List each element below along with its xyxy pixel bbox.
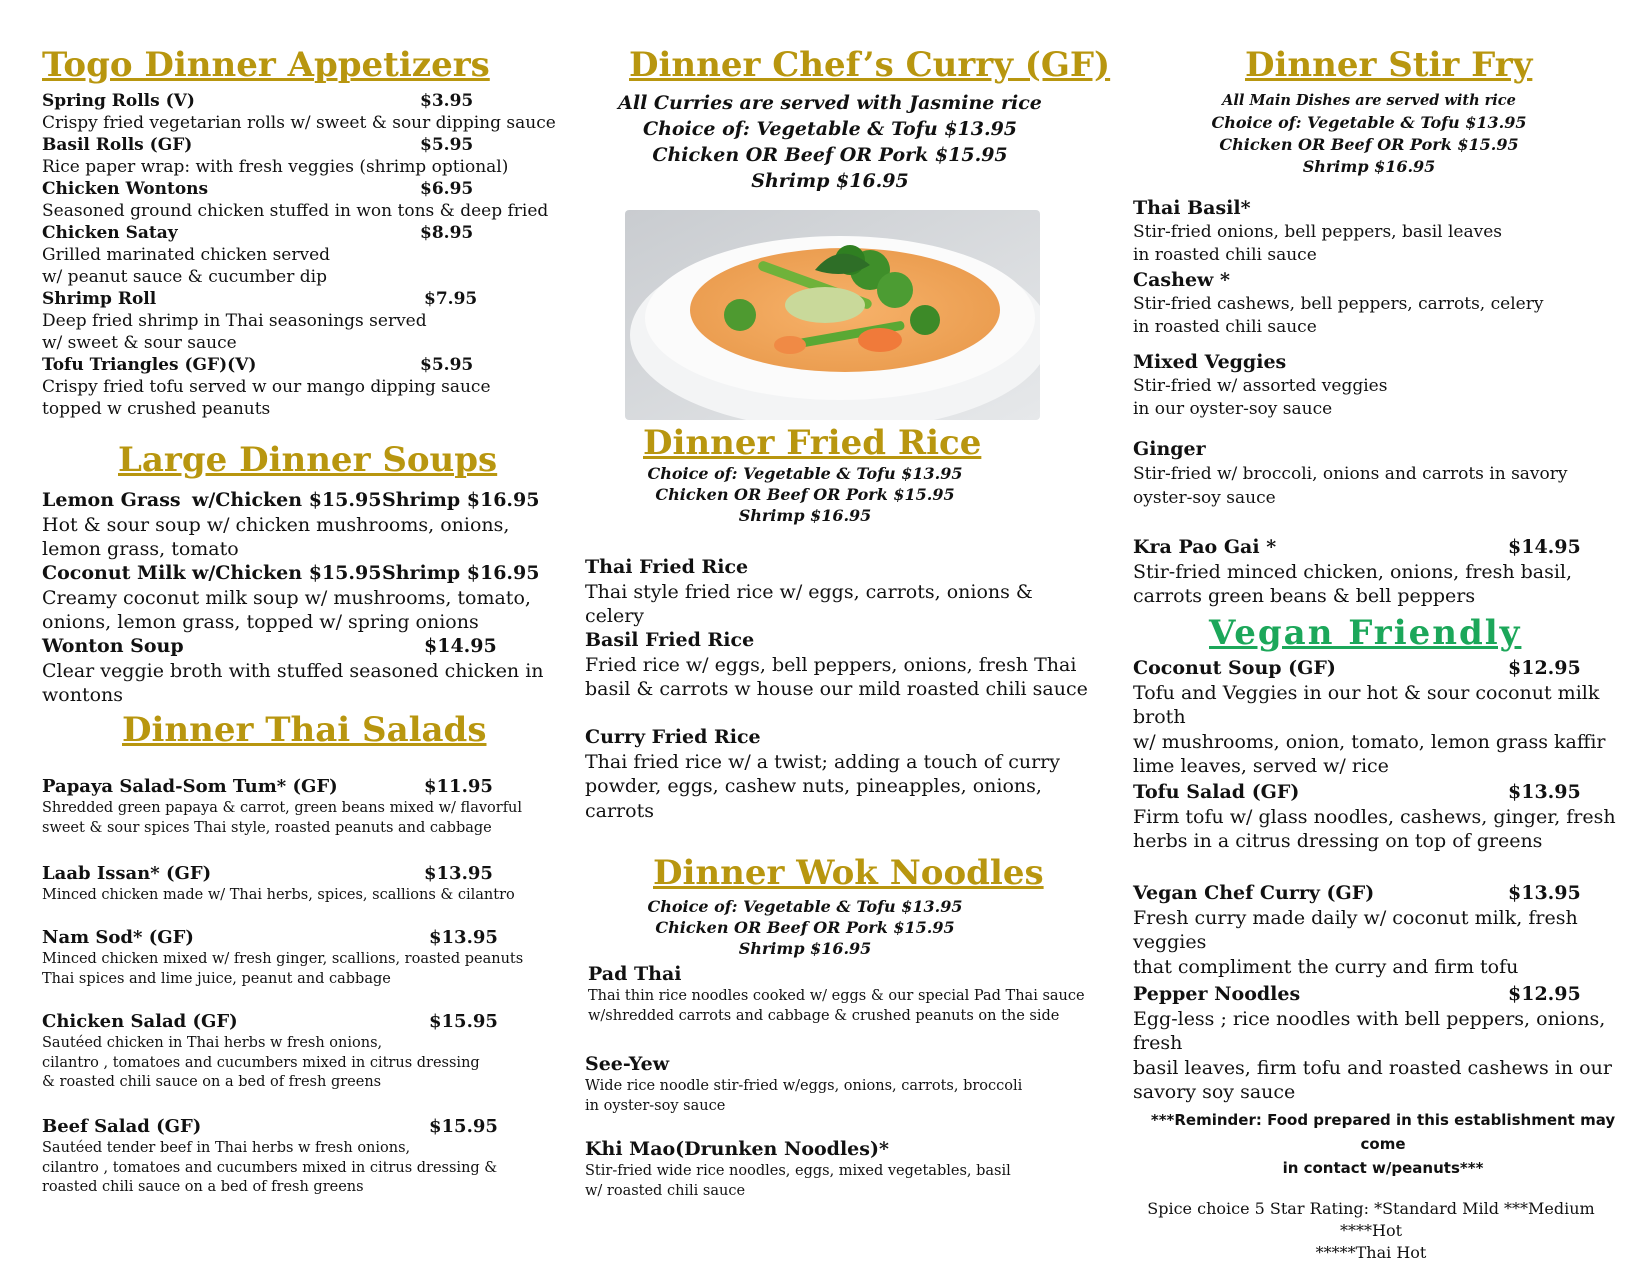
info-line: Chicken OR Beef OR Pork $15.95 [1219,135,1519,154]
item-price: $15.95 [429,1116,498,1137]
menu-item [42,926,562,989]
info-line: All Main Dishes are served with rice [1222,92,1516,109]
curry-info-line: Shrimp $16.95 [751,170,909,192]
item-name: Thai Basil* [1133,197,1251,219]
menu-item [585,555,1095,629]
item-price: $12.95 [1508,983,1581,1005]
menu-item [585,725,1095,823]
item-description: Stir-fried minced chicken, onions, fresh basil, carrots green beans & bell peppers [1133,560,1573,607]
soups-title: Large Dinner Soups [118,440,498,480]
noodles-title: Dinner Wok Noodles [653,853,1044,893]
menu-item [42,634,562,708]
item-description: Stir-fried w/ broccoli, onions and carrots in savory oyster-soy sauce [1133,463,1568,508]
item-description: Firm tofu w/ glass noodles, cashews, ginger, fresh herbs in a citrus dressing on top of greens [1133,805,1616,852]
item-description: Deep fried shrimp in Thai seasonings served w/ sweet & sour sauce [42,311,427,353]
item-name: Pepper Noodles [1133,983,1301,1005]
info-line: Choice of: Vegetable & Tofu $13.95 [1211,113,1527,132]
menu-item [1133,350,1633,421]
choice-line: Shrimp $16.95 [738,506,872,525]
menu-item [42,561,562,635]
item-description: Rice paper wrap: with fresh veggies (shrimp optional) [42,157,509,177]
menu-item [1133,268,1633,339]
item-description: Seasoned ground chicken stuffed in won tons & deep fried [42,201,549,221]
item-price: $6.95 [420,179,474,199]
item-name: Tofu Salad (GF) [1133,781,1300,803]
menu-item [42,862,562,906]
menu-item [42,222,562,288]
menu-item [42,288,562,354]
item-name: Vegan Chef Curry (GF) [1133,882,1375,904]
item-description: Stir-fried onions, bell peppers, basil leaves in roasted chili sauce [1133,221,1503,265]
item-description: Minced chicken mixed w/ fresh ginger, scallions, roasted peanuts Thai spices and lime juice, peanut and cabbage [42,951,524,987]
item-description: Thai style fried rice w/ eggs, carrots, onions & celery [585,580,1033,627]
menu-item [585,628,1095,702]
item-name: Basil Fried Rice [585,629,755,651]
item-name: Beef Salad (GF) [42,1116,202,1137]
menu-item [42,354,562,420]
item-name: Coconut Soup (GF) [1133,657,1336,679]
menu-item [1133,196,1633,267]
item-description: Stir-fried w/ assorted veggies in our oyster-soy sauce [1133,375,1388,419]
item-description: Wide rice noodle stir-fried w/eggs, onions, carrots, broccoli in oyster-soy sauce [585,1078,1023,1114]
item-description: Tofu and Veggies in our hot & sour coconut milk broth w/ mushrooms, onion, tomato, lemon grass kaffir lime leaves, served w/ rice [1133,681,1606,777]
item-name: Ginger [1133,438,1206,460]
item-option-chicken: w/Chicken $15.95 [192,562,382,584]
item-description: Stir-fried wide rice noodles, eggs, mixed vegetables, basil w/ roasted chili sauce [585,1163,1011,1199]
menu-item [1133,881,1633,979]
menu-item [42,1115,562,1198]
vegan-title: Vegan Friendly [1209,613,1522,653]
item-price: $13.95 [429,927,498,948]
item-description: Shredded green papaya & carrot, green beans mixed w/ flavorful sweet & sour spices Thai style, roasted peanuts and cabbage [42,800,523,836]
spice-rating-note: Spice choice 5 Star Rating: *Standard Mild ***Medium ****Hot *****Thai Hot [1147,1199,1595,1262]
item-price: $13.95 [1508,882,1581,904]
item-name: Curry Fried Rice [585,726,761,748]
item-name: Chicken Wontons [42,179,209,199]
item-description: Sautéed chicken in Thai herbs w fresh onions, cilantro , tomatoes and cucumbers mixed in citrus dressing & roasted chili sauce on a bed of fresh greens [42,1035,480,1090]
item-description: Fried rice w/ eggs, bell peppers, onions, fresh Thai basil & carrots w house our mild roasted chili sauce [585,653,1088,700]
item-description: Stir-fried cashews, bell peppers, carrots, celery in roasted chili sauce [1133,293,1544,337]
item-description: Sautéed tender beef in Thai herbs w fresh onions, cilantro , tomatoes and cucumbers mixed in citrus dressing & roasted chili sauce on a bed of fresh greens [42,1140,498,1195]
choice-line: Chicken OR Beef OR Pork $15.95 [655,485,955,504]
stirfry-title: Dinner Stir Fry [1245,45,1533,85]
peanut-reminder: ***Reminder: Food prepared in this establishment may come in contact w/peanuts*** [1150,1111,1616,1177]
item-description: Egg-less ; rice noodles with bell peppers, onions, fresh basil leaves, firm tofu and roasted cashews in our savory soy sauce [1133,1007,1612,1103]
fried-rice-title: Dinner Fried Rice [643,423,982,463]
fried-rice-choices [585,463,1025,526]
noodles-choices [585,896,1025,959]
choice-line: Chicken OR Beef OR Pork $15.95 [655,918,955,937]
item-name: See-Yew [585,1053,670,1075]
item-option-shrimp: Shrimp $16.95 [382,562,540,584]
curry-title: Dinner Chef’s Curry (GF) [629,45,1111,85]
item-description: Minced chicken made w/ Thai herbs, spices, scallions & cilantro [42,887,515,903]
item-price: $3.95 [420,91,474,111]
item-description: Hot & sour soup w/ chicken mushrooms, onions, lemon grass, tomato [42,513,510,560]
item-price: $12.95 [1508,657,1581,679]
item-price: $8.95 [420,223,474,243]
appetizers-title: Togo Dinner Appetizers [42,45,490,85]
menu-item [42,134,562,178]
menu-item [42,178,562,222]
item-option-chicken: w/Chicken $15.95 [192,489,382,511]
item-name: Coconut Milk [42,562,186,584]
menu-item [585,1052,1095,1116]
item-price: $14.95 [424,635,497,657]
item-price: $11.95 [424,776,493,797]
item-description: Thai thin rice noodles cooked w/ eggs & our special Pad Thai sauce w/shredded carrots and cabbage & crushed peanuts on the side [588,988,1085,1024]
item-name: Lemon Grass [42,489,181,511]
item-name: Spring Rolls (V) [42,91,195,111]
curry-info-line: Chicken OR Beef OR Pork $15.95 [652,144,1008,166]
item-price: $5.95 [420,135,474,155]
item-name: Wonton Soup [42,635,184,657]
salads-title: Dinner Thai Salads [122,710,487,750]
item-price: $13.95 [424,863,493,884]
item-description: Fresh curry made daily w/ coconut milk, fresh veggies that compliment the curry and firm tofu [1133,906,1578,978]
item-name: Papaya Salad-Som Tum* (GF) [42,776,338,797]
item-description: Crispy fried vegetarian rolls w/ sweet & sour dipping sauce [42,113,556,133]
choice-line: Shrimp $16.95 [738,939,872,958]
menu-item [42,90,562,134]
item-description: Grilled marinated chicken served w/ peanut sauce & cucumber dip [42,245,331,287]
item-name: Cashew * [1133,269,1230,291]
item-name: Nam Sod* (GF) [42,927,194,948]
item-price: $5.95 [420,355,474,375]
item-price: $7.95 [424,289,478,309]
info-line: Shrimp $16.95 [1302,157,1436,176]
curry-info-line: Choice of: Vegetable & Tofu $13.95 [642,118,1018,140]
menu-item [1133,535,1633,609]
menu-item [42,1010,562,1093]
item-name: Laab Issan* (GF) [42,863,212,884]
item-name: Chicken Satay [42,223,178,243]
item-description: Crispy fried tofu served w our mango dipping sauce topped w crushed peanuts [42,377,491,419]
menu-item [588,962,1095,1026]
item-name: Chicken Salad (GF) [42,1011,238,1032]
item-option-shrimp: Shrimp $16.95 [382,489,540,511]
menu-item [585,1137,1095,1201]
item-description: Creamy coconut milk soup w/ mushrooms, tomato, onions, lemon grass, topped w/ spring onions [42,586,531,633]
curry-info-line: All Curries are served with Jasmine rice [618,92,1042,114]
item-name: Shrimp Roll [42,289,157,309]
item-description: Clear veggie broth with stuffed seasoned chicken in wontons [42,659,544,706]
item-name: Kra Pao Gai * [1133,536,1277,558]
item-name: Basil Rolls (GF) [42,135,193,155]
menu-item [1133,437,1633,510]
menu-item [1133,982,1633,1105]
curry-info [585,90,1075,194]
item-name: Thai Fried Rice [585,556,749,578]
item-price: $15.95 [429,1011,498,1032]
item-name: Pad Thai [588,963,682,985]
menu-item [42,775,562,838]
item-price: $14.95 [1508,536,1581,558]
curry-bowl-photo [625,210,1040,420]
item-price: $13.95 [1508,781,1581,803]
menu-item [1133,780,1633,854]
stirfry-info [1133,90,1605,178]
item-name: Mixed Veggies [1133,351,1287,373]
menu-item [42,488,562,562]
item-description: Thai fried rice w/ a twist; adding a touch of curry powder, eggs, cashew nuts, pineapples, onions, carrots [585,750,1060,822]
choice-line: Choice of: Vegetable & Tofu $13.95 [647,897,963,916]
item-name: Tofu Triangles (GF)(V) [42,355,257,375]
choice-line: Choice of: Vegetable & Tofu $13.95 [647,464,963,483]
menu-item [1133,656,1633,779]
item-name: Khi Mao(Drunken Noodles)* [585,1138,889,1160]
